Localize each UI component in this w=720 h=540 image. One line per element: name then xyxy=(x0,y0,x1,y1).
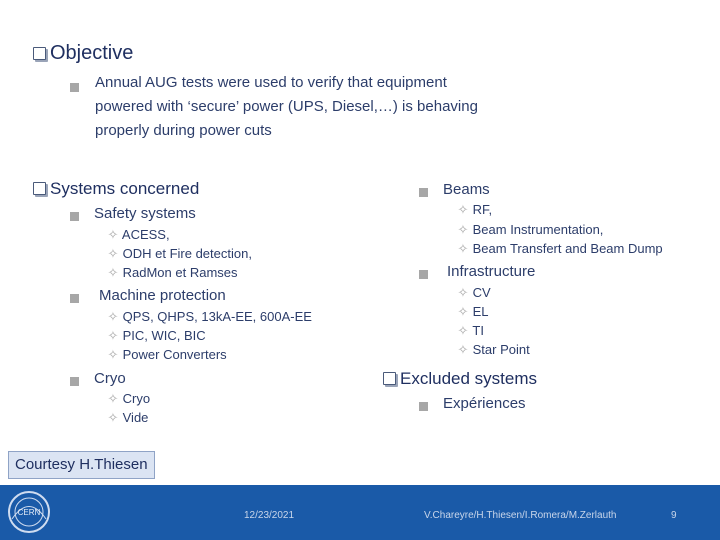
machine-item: ✧ QPS, QHPS, 13kA-EE, 600A-EE xyxy=(107,309,312,324)
diamond-star-bullet-icon: ✧ xyxy=(107,328,119,343)
beams-item: ✧ Beam Instrumentation, xyxy=(457,222,604,237)
objective-line-3: properly during power cuts xyxy=(95,122,272,139)
diamond-star-bullet-icon: ✧ xyxy=(107,265,119,280)
objective-line-2: powered with ‘secure’ power (UPS, Diesel,…) is behaving xyxy=(95,98,478,115)
machine-protection-label: Machine protection xyxy=(99,287,226,304)
infrastructure-item: ✧ Star Point xyxy=(457,342,530,357)
infrastructure-label: Infrastructure xyxy=(447,263,536,280)
safety-systems-label: Safety systems xyxy=(94,205,196,222)
diamond-star-bullet-icon: ✧ xyxy=(107,410,119,425)
infrastructure-item: ✧ CV xyxy=(457,285,491,300)
safety-item: ✧ ACESS, xyxy=(107,227,170,242)
diamond-star-bullet-icon: ✧ xyxy=(107,391,119,406)
footer-authors: V.Chareyre/H.Thiesen/I.Romera/M.Zerlauth xyxy=(424,510,617,521)
square-bullet-icon xyxy=(419,185,428,203)
square-bullet-icon xyxy=(70,291,79,309)
infrastructure-item: ✧ EL xyxy=(457,304,489,319)
page-number: 9 xyxy=(671,510,677,521)
safety-item: ✧ ODH et Fire detection, xyxy=(107,246,252,261)
diamond-star-bullet-icon: ✧ xyxy=(457,241,469,256)
diamond-star-bullet-icon: ✧ xyxy=(107,227,119,242)
beams-label: Beams xyxy=(443,181,490,198)
square-bullet-icon xyxy=(70,374,79,392)
objective-line-1: Annual AUG tests were used to verify that equipment xyxy=(95,74,447,91)
systems-concerned-heading: Systems concerned xyxy=(33,179,199,199)
checkbox-bullet-icon xyxy=(383,372,396,385)
excluded-item: Expériences xyxy=(443,395,526,412)
machine-item: ✧ PIC, WIC, BIC xyxy=(107,328,206,343)
excluded-systems-heading: Excluded systems xyxy=(383,369,537,389)
square-bullet-icon xyxy=(70,80,79,98)
diamond-star-bullet-icon: ✧ xyxy=(457,342,469,357)
checkbox-bullet-icon xyxy=(33,47,46,60)
cern-logo-icon xyxy=(6,489,52,535)
svg-text:CERN: CERN xyxy=(17,508,41,517)
footer-date: 12/23/2021 xyxy=(244,510,295,521)
cryo-label: Cryo xyxy=(94,370,126,387)
cryo-item: ✧ Cryo xyxy=(107,391,151,406)
square-bullet-icon xyxy=(419,399,428,417)
infrastructure-item: ✧ TI xyxy=(457,323,484,338)
beams-item: ✧ Beam Transfert and Beam Dump xyxy=(457,241,663,256)
square-bullet-icon xyxy=(70,209,79,227)
diamond-star-bullet-icon: ✧ xyxy=(107,246,119,261)
diamond-star-bullet-icon: ✧ xyxy=(457,304,469,319)
square-bullet-icon xyxy=(419,267,428,285)
courtesy-label: Courtesy H.Thiesen xyxy=(8,451,155,479)
beams-item: ✧ RF, xyxy=(457,202,493,217)
checkbox-bullet-icon xyxy=(33,182,46,195)
diamond-star-bullet-icon: ✧ xyxy=(457,202,469,217)
diamond-star-bullet-icon: ✧ xyxy=(107,347,119,362)
diamond-star-bullet-icon: ✧ xyxy=(457,222,469,237)
cryo-item: ✧ Vide xyxy=(107,410,149,425)
diamond-star-bullet-icon: ✧ xyxy=(457,285,469,300)
objective-heading: Objective xyxy=(33,42,133,65)
diamond-star-bullet-icon: ✧ xyxy=(457,323,469,338)
safety-item: ✧ RadMon et Ramses xyxy=(107,265,238,280)
machine-item: ✧ Power Converters xyxy=(107,347,227,362)
diamond-star-bullet-icon: ✧ xyxy=(107,309,119,324)
